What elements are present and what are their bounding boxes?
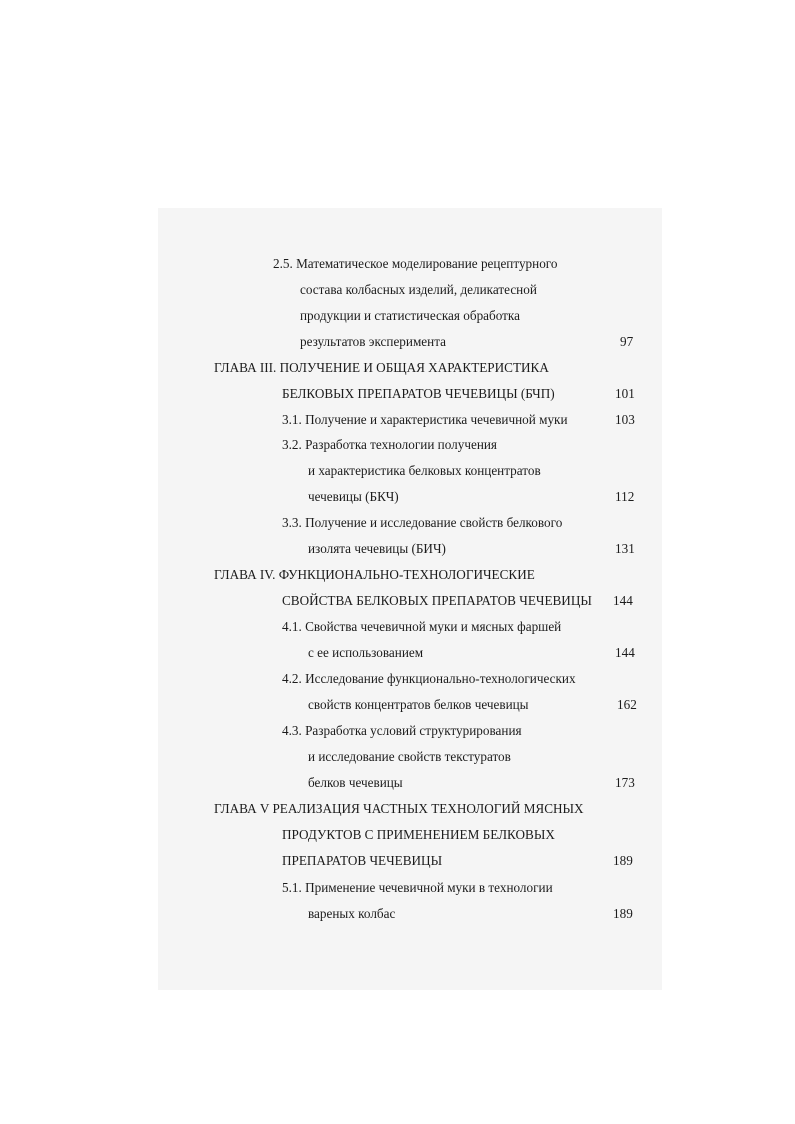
toc-page-chapter-3: 101 bbox=[615, 386, 635, 401]
toc-page-3-2: 112 bbox=[615, 489, 635, 504]
toc-entry-4-2-line1: 4.2. Исследование функционально-технологических bbox=[282, 671, 576, 686]
toc-entry-3-2-line2: и характеристика белковых концентратов bbox=[308, 463, 541, 478]
toc-page-chapter-4: 144 bbox=[613, 593, 633, 608]
toc-entry-3-2-line1: 3.2. Разработка технологии получения bbox=[282, 437, 497, 452]
toc-entry-3-2-line3: чечевицы (БКЧ) bbox=[308, 489, 399, 504]
toc-entry-3-3-line2: изолята чечевицы (БИЧ) bbox=[308, 541, 446, 556]
toc-entry-2-5-line2: состава колбасных изделий, деликатесной bbox=[300, 282, 537, 297]
toc-chapter-3-line1: ГЛАВА III. ПОЛУЧЕНИЕ И ОБЩАЯ ХАРАКТЕРИСТИКА bbox=[214, 360, 549, 375]
toc-page-3-3: 131 bbox=[615, 541, 635, 556]
toc-entry-5-1-line2: вареных колбас bbox=[308, 906, 396, 921]
toc-page-2-5: 97 bbox=[620, 334, 634, 349]
toc-chapter-3-line2: БЕЛКОВЫХ ПРЕПАРАТОВ ЧЕЧЕВИЦЫ (БЧП) bbox=[282, 386, 555, 401]
toc-entry-3-1: 3.1. Получение и характеристика чечевичной муки bbox=[282, 412, 568, 427]
toc-entry-4-3-line2: и исследование свойств текстуратов bbox=[308, 749, 511, 764]
toc-entry-4-3-line3: белков чечевицы bbox=[308, 775, 403, 790]
toc-page-5-1: 189 bbox=[613, 906, 633, 921]
toc-chapter-5-line3: ПРЕПАРАТОВ ЧЕЧЕВИЦЫ bbox=[282, 853, 443, 868]
toc-entry-2-5-line3: продукции и статистическая обработка bbox=[300, 308, 520, 323]
toc-page-3-1: 103 bbox=[615, 412, 635, 427]
toc-page-chapter-5: 189 bbox=[613, 853, 633, 868]
toc-entry-3-3-line1: 3.3. Получение и исследование свойств белкового bbox=[282, 515, 563, 530]
toc-entry-5-1-line1: 5.1. Применение чечевичной муки в технологии bbox=[282, 880, 553, 895]
toc-chapter-4-line2: СВОЙСТВА БЕЛКОВЫХ ПРЕПАРАТОВ ЧЕЧЕВИЦЫ bbox=[282, 593, 592, 608]
toc-page-4-1: 144 bbox=[615, 645, 635, 660]
toc-chapter-5-line1: ГЛАВА V РЕАЛИЗАЦИЯ ЧАСТНЫХ ТЕХНОЛОГИЙ МЯСНЫХ bbox=[214, 801, 584, 816]
toc-page-4-3: 173 bbox=[615, 775, 635, 790]
toc-entry-2-5-line4: результатов эксперимента bbox=[300, 334, 446, 349]
toc-entry-4-1-line1: 4.1. Свойства чечевичной муки и мясных фаршей bbox=[282, 619, 562, 634]
toc-entry-4-2-line2: свойств концентратов белков чечевицы bbox=[308, 697, 529, 712]
toc-entry-2-5-line1: 2.5. Математическое моделирование рецептурного bbox=[273, 256, 558, 271]
toc-entry-4-1-line2: с ее использованием bbox=[308, 645, 424, 660]
toc-chapter-4-line1: ГЛАВА IV. ФУНКЦИОНАЛЬНО-ТЕХНОЛОГИЧЕСКИЕ bbox=[214, 567, 535, 582]
toc-page-4-2: 162 bbox=[617, 697, 637, 712]
toc-chapter-5-line2: ПРОДУКТОВ С ПРИМЕНЕНИЕМ БЕЛКОВЫХ bbox=[282, 827, 555, 842]
toc-entry-4-3-line1: 4.3. Разработка условий структурирования bbox=[282, 723, 522, 738]
